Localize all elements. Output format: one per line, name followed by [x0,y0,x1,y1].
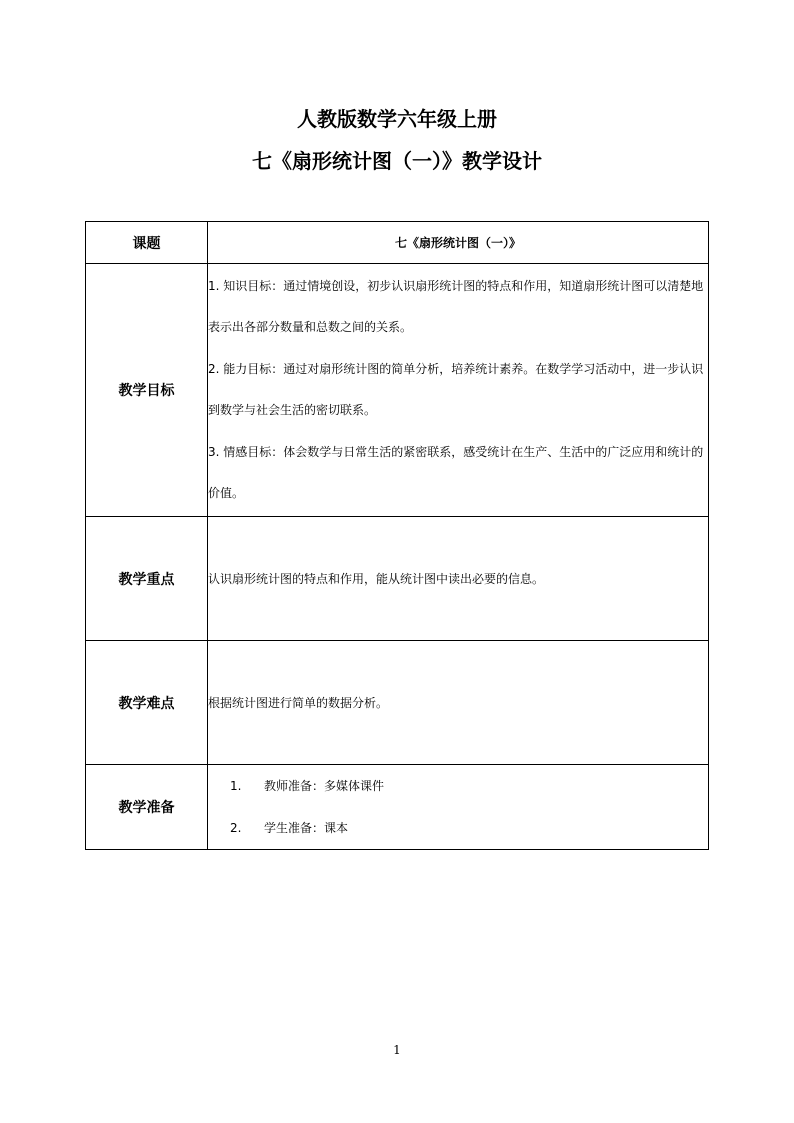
table-row-goals [86,264,709,517]
table-row-key-points [86,517,709,641]
preparation-list [208,765,708,849]
table-row-preparation [86,765,709,850]
document-title: 人教版数学六年级上册 [297,107,497,131]
page-number: 1 [393,1043,401,1057]
lesson-plan-table [85,221,709,850]
key-points-label: 教学重点 [86,517,208,641]
list-item-number: 2. [230,821,242,835]
goals-label: 教学目标 [86,264,208,517]
table-row-difficulties [86,641,709,765]
topic-label: 课题 [86,222,208,264]
list-item-text: 教师准备：多媒体课件 [264,779,385,793]
list-item-number: 1. [230,779,242,793]
goal-item-emotion: 3. 情感目标：体会数学与日常生活的紧密联系，感受统计在生产、生活中的广泛应用和统计的价值。 [208,444,704,500]
difficulties-label: 教学难点 [86,641,208,765]
goals-content [208,264,709,517]
key-points-value: 认识扇形统计图的特点和作用，能从统计图中读出必要的信息。 [208,517,709,641]
difficulties-value: 根据统计图进行简单的数据分析。 [208,641,709,765]
preparation-label: 教学准备 [86,765,208,850]
document-subtitle: 七《扇形统计图（一）》教学设计 [252,149,542,173]
topic-value: 七《扇形统计图（一）》 [208,222,709,264]
goal-item-knowledge: 1. 知识目标：通过情境创设，初步认识扇形统计图的特点和作用，知道扇形统计图可以清楚地表示出各部分数量和总数之间的关系。 [208,278,704,334]
preparation-content [208,765,709,850]
goal-item-ability: 2. 能力目标：通过对扇形统计图的简单分析，培养统计素养。在数学学习活动中，进一步认识到数学与社会生活的密切联系。 [208,361,704,417]
list-item [208,765,708,807]
list-item-text: 学生准备：课本 [264,821,349,835]
list-item [208,807,708,849]
table-row-topic [86,222,709,264]
